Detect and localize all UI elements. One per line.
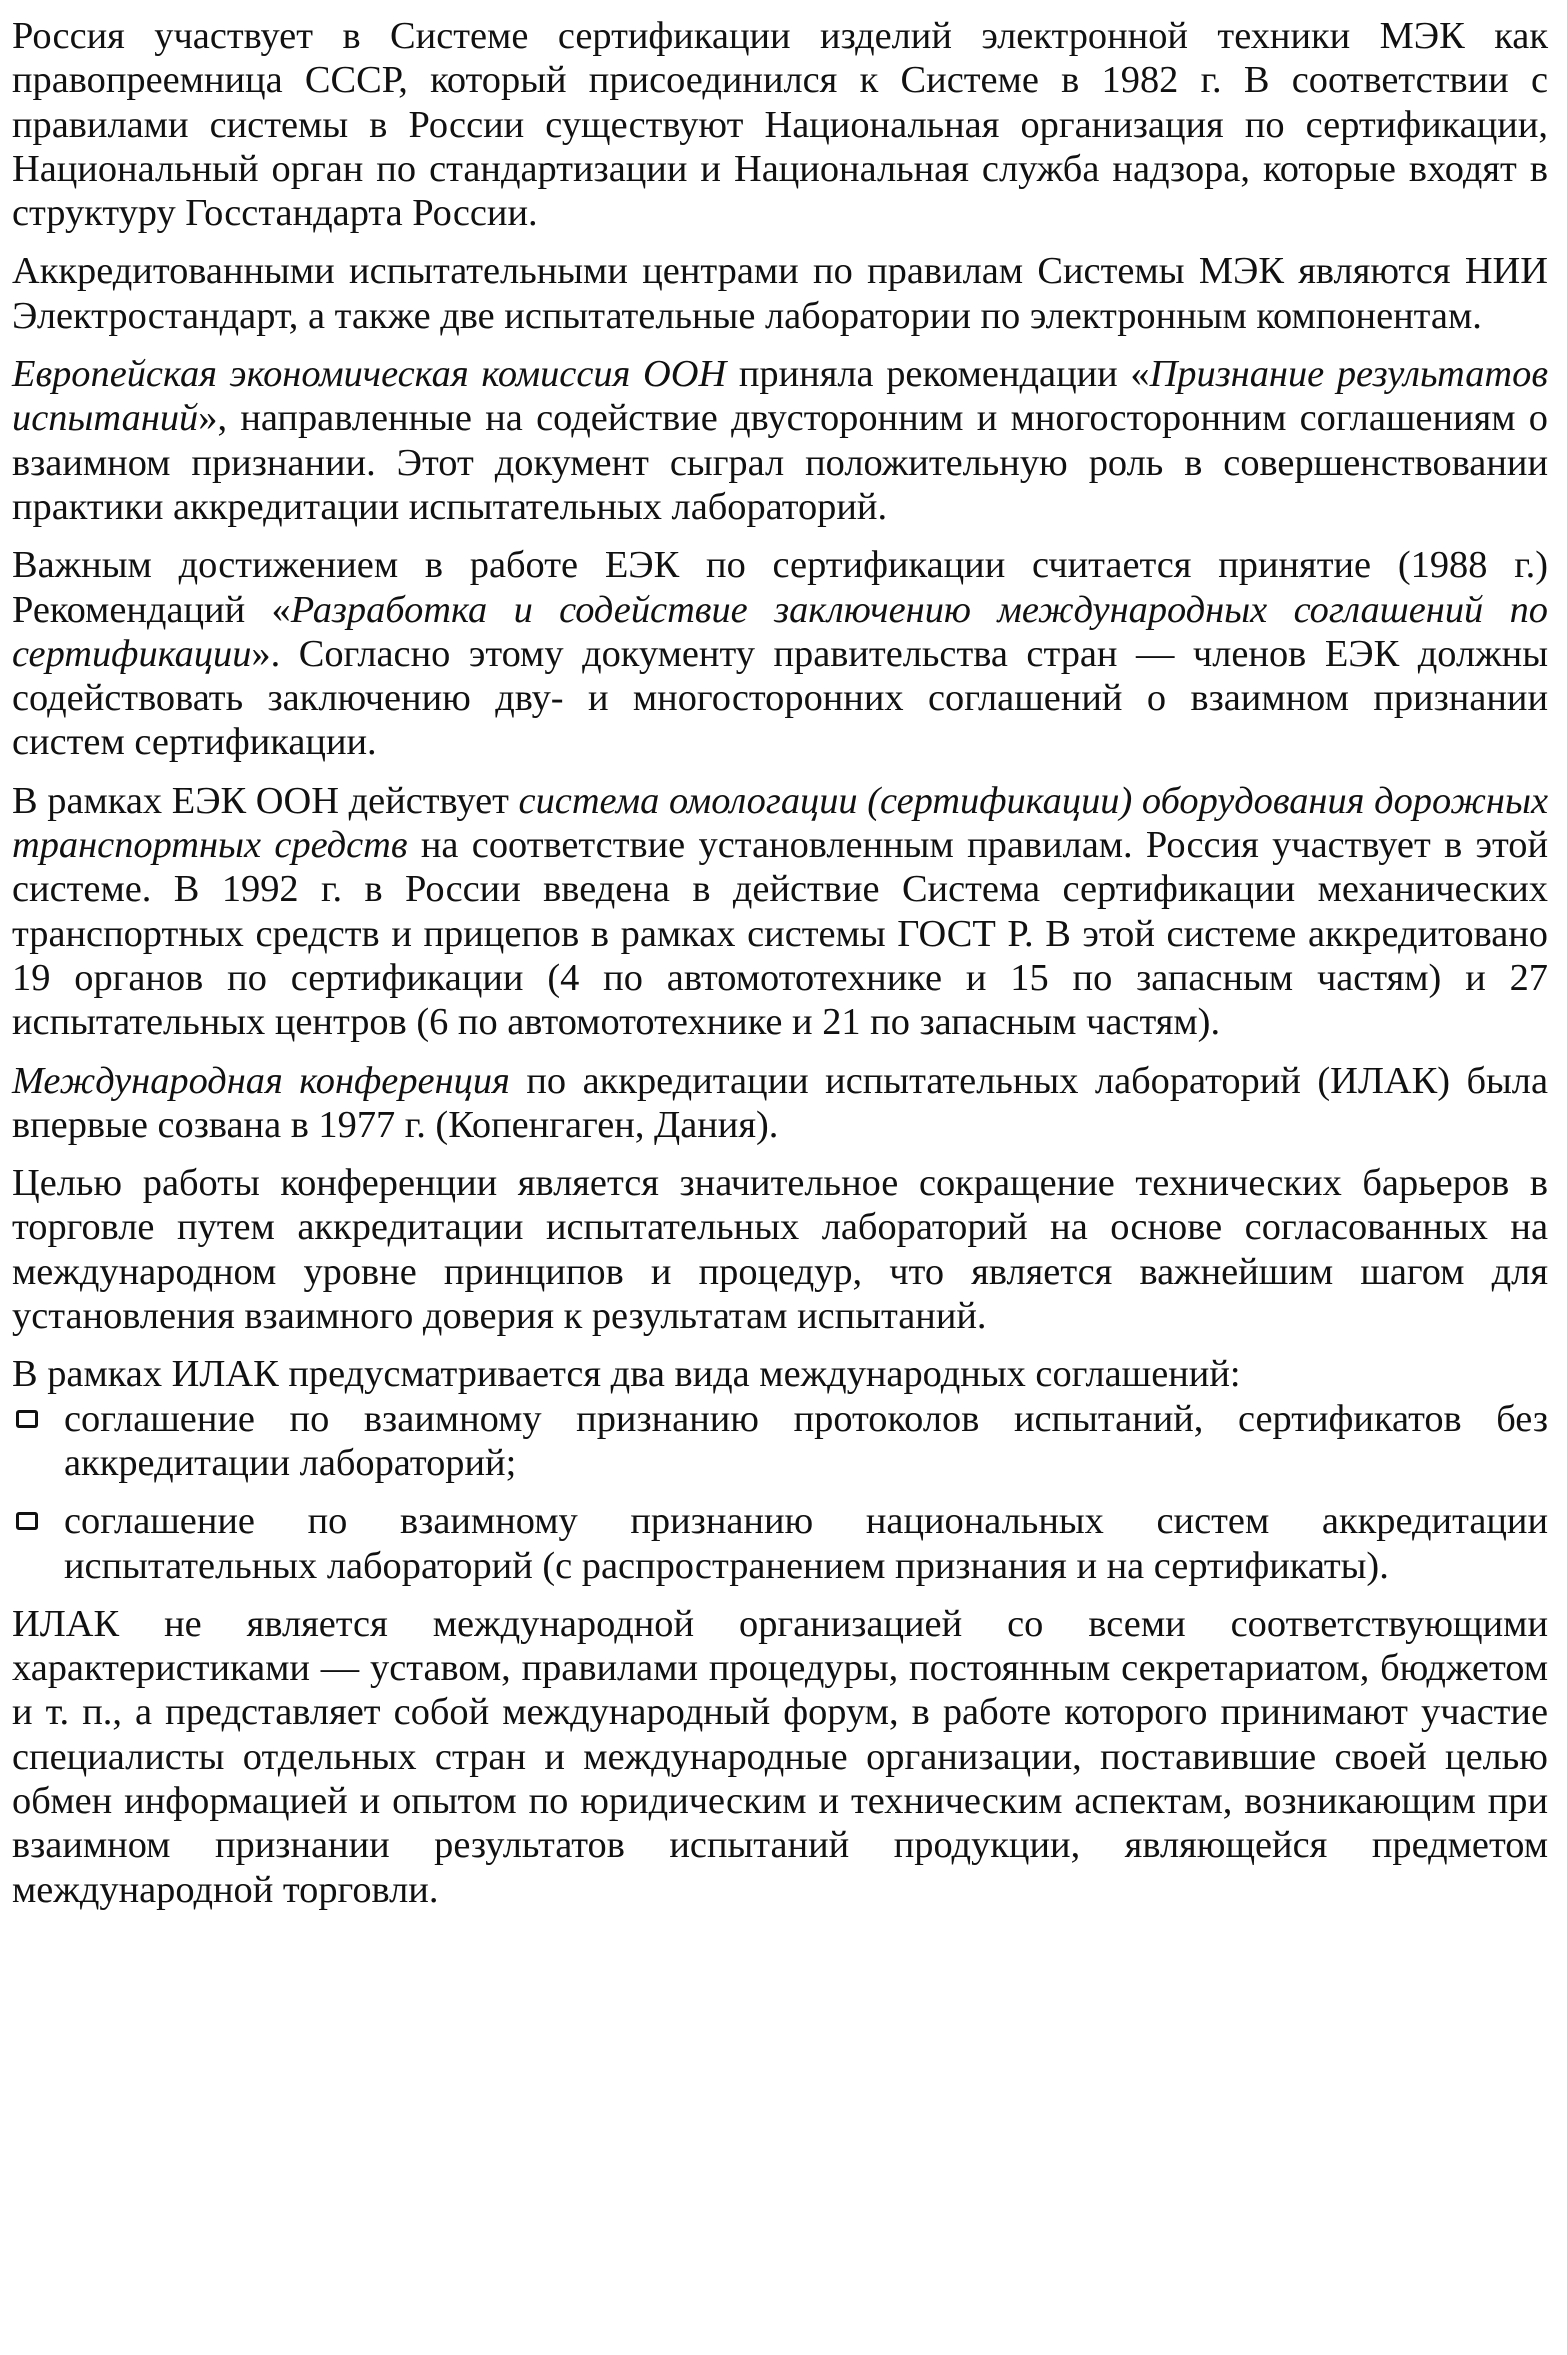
text-run: Целью работы конференции является значительное сокращение технических барьеров в торговле путем аккредитации испытательных лабораторий на основе согласованных на международном уровне принципов и процедур, что является важнейшим шагом для установления взаимного доверия к результатам испытаний. (12, 1162, 1548, 1338)
text-run: Аккредитованными испытательными центрами по правилам Системы МЭК являются НИИ Электростандарт, а также две испытательные лаборатории по электронным компонентам. (12, 250, 1548, 337)
text-run: на соответствие установленным правилам. Россия участвует в этой системе. В 1992 г. в России введена в действие Система сертификации механических транспортных средств и прицепов в рамках системы ГОСТ Р. В этой системе аккредитовано 19 органов по сертификации (4 по автомототехнике и 15 по запасным частям) и 27 испытательных центров (6 по автомототехнике и 21 по запасным частям). (12, 824, 1548, 1044)
text-run: приняла рекомендации « (726, 353, 1150, 396)
paragraph-p5 (12, 779, 1548, 1045)
paragraph-p4 (12, 543, 1548, 764)
paragraph-p6 (12, 1059, 1548, 1148)
closing-paragraph: ИЛАК не является международной организацией со всеми соответствующими характеристиками — уставом, правилами процедуры, постоянным секретариатом, бюджетом и т. п., а представляет собой международный форум, в работе которого принимают участие специалисты отдельных стран и международные организации, поставившие своей целью обмен информацией и опытом по юридическим и техническим аспектам, возникающим при взаимном признании результатов испытаний продукции, являющейся предметом международной торговли. (12, 1602, 1548, 1911)
list-item (12, 1397, 1548, 1486)
italic-term: Европейская экономическая комиссия ООН (12, 353, 727, 396)
list-item-text: соглашение по взаимному признанию национальных систем аккредитации испытательных лабораторий (с распространением признания и на сертификаты). (64, 1500, 1548, 1587)
text-run: ». Согласно этому документу правительства стран — членов ЕЭК должны содействовать заключению дву- и многосторонних соглашений о взаимном признании систем сертификации. (12, 632, 1548, 764)
checkbox-bullet-icon (16, 1512, 38, 1530)
italic-term: система омологации (сертификации) оборудования дорожных транспортных средств (12, 779, 1549, 867)
agreement-list (12, 1397, 1548, 1588)
text-run: по аккредитации испытательных лабораторий (ИЛАК) была впервые созвана в 1977 г. (Копенгаген, Дания). (12, 1059, 1549, 1146)
document-page (12, 14, 1548, 1912)
paragraph-p8 (12, 1352, 1548, 1396)
paragraph-p7 (12, 1161, 1548, 1338)
list-item (12, 1499, 1548, 1588)
italic-term: Международная конференция (12, 1059, 510, 1102)
text-run: », направленные на содействие двусторонним и многосторонним соглашениям о взаимном признании. Этот документ сыграл положительную роль в совершенствовании практики аккредитации испытательных лабораторий. (12, 397, 1548, 528)
paragraph-p1 (12, 14, 1548, 235)
text-run: В рамках ЕЭК ООН действует (12, 779, 519, 822)
checkbox-bullet-icon (16, 1410, 38, 1428)
text-run: Важным достижением в работе ЕЭК по сертификации считается принятие (1988 г.) Рекомендаций « (12, 544, 1548, 631)
paragraph-p2 (12, 249, 1548, 338)
text-run: Россия участвует в Системе сертификации изделий электронной техники МЭК как правопреемница СССР, который присоединился к Системе в 1982 г. В соответствии с правилами системы в России существуют Национальная организация по сертификации, Национальный орган по стандартизации и Национальная служба надзора, которые входят в структуру Госстандарта России. (12, 15, 1548, 235)
italic-term: Разработка и содействие заключению международных соглашений по сертификации (12, 588, 1548, 675)
paragraph-p3 (12, 352, 1548, 529)
text-run: В рамках ИЛАК предусматривается два вида международных соглашений: (12, 1353, 1241, 1396)
body-text (12, 14, 1548, 1397)
list-item-text: соглашение по взаимному признанию протоколов испытаний, сертификатов без аккредитации лабораторий; (64, 1397, 1548, 1484)
italic-term: Признание результатов испытаний (12, 353, 1548, 440)
